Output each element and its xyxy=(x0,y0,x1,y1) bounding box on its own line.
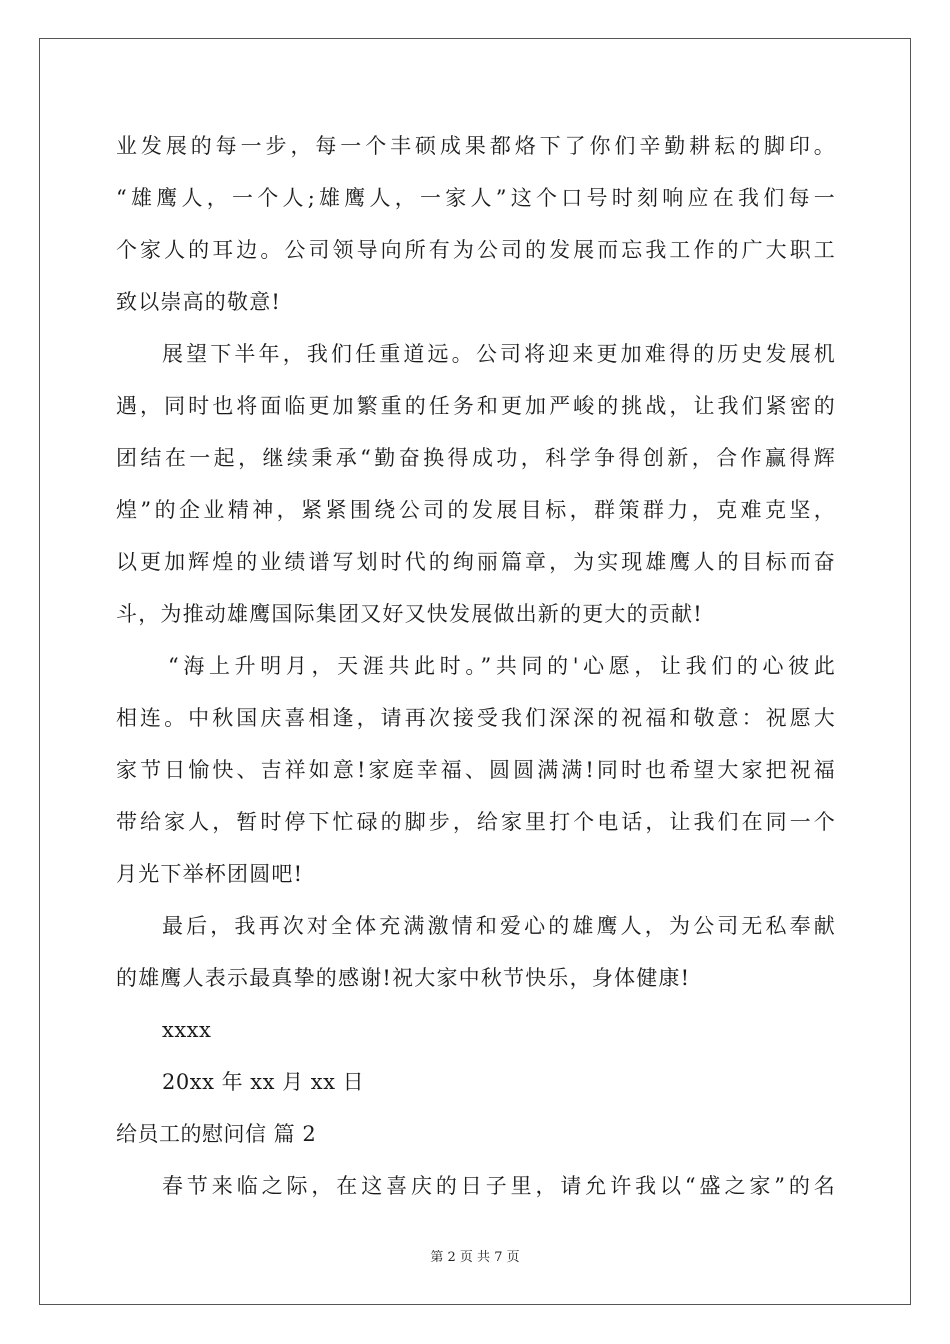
text-line: 的雄鹰人表示最真挚的感谢!祝大家中秋节快乐，身体健康! xyxy=(116,966,691,990)
text-line: 遇，同时也将面临更加繁重的任务和更加严峻的挑战，让我们紧密的 xyxy=(116,394,836,418)
signature-line: xxxx xyxy=(162,1018,212,1042)
text-line: 斗，为推动雄鹰国际集团又好又快发展做出新的更大的贡献! xyxy=(116,602,703,626)
text-line: 以更加辉煌的业绩谱写划时代的绚丽篇章，为实现雄鹰人的目标而奋 xyxy=(116,550,836,574)
text-line: 月光下举杯团圆吧! xyxy=(116,862,304,886)
document-body xyxy=(116,126,836,1218)
date-line: 20xx 年 xx 月 xx 日 xyxy=(162,1070,365,1094)
text-line: 个家人的耳边。公司领导向所有为公司的发展而忘我工作的广大职工 xyxy=(116,238,836,262)
paragraph-start-line: “海上升明月，天涯共此时。”共同的'心愿，让我们的心彼此 xyxy=(168,654,836,678)
paragraph-start-line: 春节来临之际，在这喜庆的日子里，请允许我以“盛之家”的名 xyxy=(162,1174,836,1198)
text-line: 煌”的企业精神，紧紧围绕公司的发展目标，群策群力，克难克坚， xyxy=(116,498,836,522)
text-line: 致以崇高的敬意! xyxy=(116,290,282,314)
paragraph-start-line: 最后，我再次对全体充满激情和爱心的雄鹰人，为公司无私奉献 xyxy=(162,914,836,938)
text-line: 相连。中秋国庆喜相逢，请再次接受我们深深的祝福和敬意：祝愿大 xyxy=(116,706,836,730)
page-number: 第 2 页 共 7 页 xyxy=(430,1250,520,1265)
text-line: “雄鹰人，一个人;雄鹰人，一家人”这个口号时刻响应在我们每一 xyxy=(116,186,836,210)
text-line: 业发展的每一步，每一个丰硕成果都烙下了你们辛勤耕耘的脚印。 xyxy=(116,134,836,158)
text-line: 家节日愉快、吉祥如意!家庭幸福、圆圆满满!同时也希望大家把祝福 xyxy=(116,758,836,782)
paragraph-start-line: 展望下半年，我们任重道远。公司将迎来更加难得的历史发展机 xyxy=(162,342,836,366)
text-line: 团结在一起，继续秉承“勤奋换得成功，科学争得创新，合作赢得辉 xyxy=(116,446,836,470)
section-heading: 给员工的慰问信 篇 2 xyxy=(116,1122,317,1146)
text-line: 带给家人，暂时停下忙碌的脚步，给家里打个电话，让我们在同一个 xyxy=(116,810,836,834)
